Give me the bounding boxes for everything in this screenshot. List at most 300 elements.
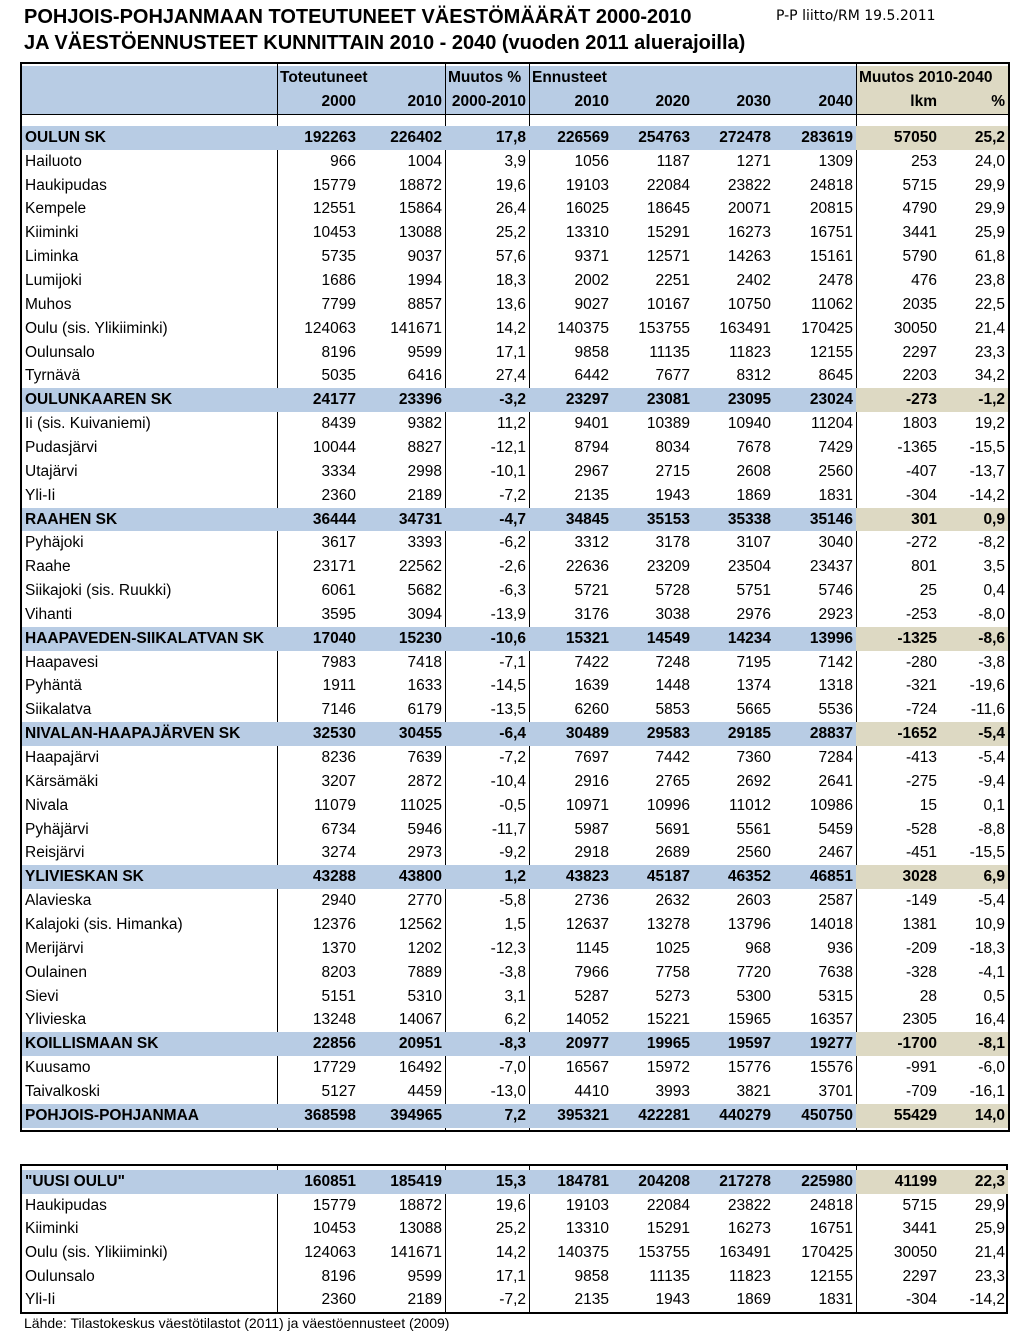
cell-value: -7,1 [499, 653, 526, 671]
cell-value: 1911 [322, 677, 356, 695]
cell-value: 140375 [557, 319, 609, 337]
cell-value: -16,1 [969, 1082, 1005, 1100]
cell-value: 8439 [321, 415, 356, 433]
cell-value: 450750 [774, 1104, 856, 1128]
cell-value: 2603 [736, 892, 771, 910]
cell-value: -321 [905, 677, 937, 695]
cell-value: 0,9 [940, 508, 1008, 532]
cell-value: 2360 [321, 1291, 356, 1309]
cell-value: 3,5 [983, 558, 1005, 576]
cell-value: 2916 [574, 772, 609, 790]
cell-value: 18872 [398, 176, 442, 194]
region-row [22, 1170, 1008, 1194]
cell-value: 1374 [736, 677, 771, 695]
row-label: Lumijoki [25, 272, 82, 290]
cell-value: 4459 [407, 1082, 442, 1100]
cell-value: -8,3 [445, 1032, 529, 1056]
cell-value: 7146 [321, 701, 356, 719]
cell-value: 16025 [565, 200, 609, 218]
cell-value: 7418 [407, 653, 442, 671]
cell-value: 3207 [321, 772, 356, 790]
cell-value: 124063 [304, 319, 356, 337]
cell-value: 11012 [729, 796, 771, 814]
cell-value: 13278 [646, 915, 690, 933]
cell-value: 2689 [655, 844, 690, 862]
table-row [22, 221, 1008, 245]
row-label: Vihanti [25, 605, 73, 623]
cell-value: 22856 [277, 1032, 359, 1056]
cell-value: 4790 [902, 200, 937, 218]
cell-value: 14,2 [495, 319, 526, 337]
cell-value: -18,3 [969, 939, 1005, 957]
group-header: Muutos 2010-2040 [856, 66, 1008, 90]
cell-value: 8794 [574, 438, 609, 456]
cell-value: 35146 [774, 508, 856, 532]
cell-value: 25,9 [974, 224, 1005, 242]
cell-value: -528 [905, 820, 937, 838]
cell-value: 7422 [574, 653, 609, 671]
cell-value: 124063 [304, 1243, 356, 1261]
cell-value: 9037 [407, 248, 442, 266]
table-row [22, 412, 1008, 436]
cell-value: 19,6 [495, 176, 526, 194]
cell-value: 15230 [359, 627, 445, 651]
cell-value: 15972 [646, 1059, 690, 1077]
cell-value: 6260 [574, 701, 609, 719]
cell-value: 3334 [321, 462, 356, 480]
row-label: Utajärvi [25, 462, 78, 480]
cell-value: 13248 [312, 1011, 356, 1029]
cell-value: 23822 [727, 176, 771, 194]
cell-value: 34731 [359, 508, 445, 532]
table-row [22, 198, 1008, 222]
cell-value: -6,0 [978, 1059, 1005, 1077]
cell-value: 2478 [818, 272, 853, 290]
cell-value: 9599 [407, 1267, 442, 1285]
cell-value: 163491 [719, 1243, 771, 1261]
table-row [22, 1008, 1008, 1032]
cell-value: 153755 [638, 319, 690, 337]
cell-value: 2305 [902, 1011, 937, 1029]
cell-value: 10986 [809, 796, 853, 814]
cell-value: 30050 [893, 1243, 937, 1261]
table-row [22, 531, 1008, 555]
cell-value: 22084 [646, 1196, 690, 1214]
region-row [22, 1104, 1008, 1128]
cell-value: 23171 [312, 558, 356, 576]
cell-value: 10167 [646, 295, 690, 313]
row-label: Kiiminki [25, 224, 79, 242]
cell-value: 23209 [646, 558, 690, 576]
cell-value: 13088 [398, 1220, 442, 1238]
cell-value: 5790 [902, 248, 937, 266]
cell-value: 3312 [574, 534, 609, 552]
cell-value: 29,9 [974, 200, 1005, 218]
cell-value: 8312 [736, 367, 771, 385]
table-row [22, 651, 1008, 675]
cell-value: 2251 [655, 272, 690, 290]
cell-value: 2203 [902, 367, 937, 385]
cell-value: 23081 [612, 388, 693, 412]
cell-value: -15,5 [969, 438, 1005, 456]
cell-value: 3441 [902, 1220, 937, 1238]
region-row [22, 126, 1008, 150]
cell-value: 2297 [902, 343, 937, 361]
cell-value: 13996 [774, 627, 856, 651]
cell-value: 7429 [818, 438, 853, 456]
cell-value: 5853 [655, 701, 690, 719]
cell-value: 5127 [321, 1082, 356, 1100]
cell-value: -8,8 [978, 820, 1005, 838]
cell-value: 46851 [774, 865, 856, 889]
cell-value: 1187 [656, 152, 690, 170]
cell-value: -5,4 [940, 722, 1008, 746]
row-label: Oulainen [25, 963, 88, 981]
cell-value: 23,3 [974, 1267, 1005, 1285]
cell-value: 22562 [398, 558, 442, 576]
cell-value: -8,2 [978, 534, 1005, 552]
cell-value: 14549 [612, 627, 693, 651]
cell-value: -6,2 [499, 534, 526, 552]
cell-value: 16492 [398, 1059, 442, 1077]
cell-value: 5035 [321, 367, 356, 385]
region-row [22, 722, 1008, 746]
cell-value: -5,8 [499, 892, 526, 910]
cell-value: 185419 [359, 1170, 445, 1194]
cell-value: 45187 [612, 865, 693, 889]
cell-value: 10,9 [974, 915, 1005, 933]
row-label: Oulunsalo [25, 1267, 95, 1285]
cell-value: -14,5 [490, 677, 526, 695]
cell-value: 35338 [693, 508, 774, 532]
cell-value: 1803 [902, 415, 937, 433]
cell-value: 16357 [809, 1011, 853, 1029]
cell-value: 6,9 [940, 865, 1008, 889]
cell-value: -149 [905, 892, 937, 910]
cell-value: 3821 [736, 1082, 771, 1100]
cell-value: 3176 [574, 605, 609, 623]
cell-value: 2923 [818, 605, 853, 623]
cell-value: 10453 [312, 224, 356, 242]
row-label: Yli-Ii [25, 486, 56, 504]
cell-value: 966 [330, 152, 356, 170]
cell-value: -12,1 [490, 438, 526, 456]
cell-value: 3107 [736, 534, 771, 552]
cell-value: 1869 [736, 486, 771, 504]
cell-value: -451 [905, 844, 937, 862]
table-row [22, 436, 1008, 460]
cell-value: 1370 [321, 939, 356, 957]
cell-value: 1309 [818, 152, 853, 170]
cell-value: 15291 [646, 224, 690, 242]
table-row [22, 985, 1008, 1009]
row-label: Haukipudas [25, 1196, 107, 1214]
cell-value: 9858 [574, 1267, 609, 1285]
cell-value: 13,6 [495, 295, 526, 313]
cell-value: 2872 [407, 772, 442, 790]
cell-value: 23822 [727, 1196, 771, 1214]
row-label: Pyhäjoki [25, 534, 84, 552]
cell-value: 395321 [529, 1104, 612, 1128]
cell-value: 2715 [655, 462, 690, 480]
cell-value: -991 [905, 1059, 937, 1077]
row-label: Hailuoto [25, 152, 82, 170]
cell-value: 9371 [574, 248, 609, 266]
cell-value: 476 [911, 272, 937, 290]
cell-value: -14,2 [969, 1291, 1005, 1309]
cell-value: 7248 [655, 653, 690, 671]
cell-value: 20977 [529, 1032, 612, 1056]
cell-value: -4,7 [445, 508, 529, 532]
cell-value: 968 [745, 939, 771, 957]
cell-value: 61,8 [974, 248, 1005, 266]
cell-value: 29583 [612, 722, 693, 746]
row-label: Ii (sis. Kuivaniemi) [25, 415, 151, 433]
column-header: % [940, 90, 1008, 114]
header-row-years [22, 90, 1008, 114]
cell-value: 17,1 [495, 1267, 526, 1285]
row-label: Pyhäjärvi [25, 820, 89, 838]
cell-value: 23095 [693, 388, 774, 412]
table-row [22, 317, 1008, 341]
row-label: Haapavesi [25, 653, 99, 671]
cell-value: -3,8 [499, 963, 526, 981]
cell-value: 226402 [359, 126, 445, 150]
cell-value: -253 [905, 605, 937, 623]
cell-value: 41199 [856, 1170, 940, 1194]
column-header: lkm [856, 90, 940, 114]
table-row [22, 1080, 1008, 1104]
cell-value: -3,8 [978, 653, 1005, 671]
cell-value: 30489 [529, 722, 612, 746]
cell-value: -0,5 [499, 796, 526, 814]
cell-value: 1271 [736, 152, 771, 170]
cell-value: 170425 [801, 1243, 853, 1261]
cell-value: 18,3 [495, 272, 526, 290]
table-row [22, 913, 1008, 937]
cell-value: 3441 [902, 224, 937, 242]
cell-value: 46352 [693, 865, 774, 889]
cell-value: 9382 [407, 415, 442, 433]
cell-value: -8,0 [978, 605, 1005, 623]
cell-value: 55429 [856, 1104, 940, 1128]
row-label: Raahe [25, 558, 71, 576]
cell-value: 3274 [321, 844, 356, 862]
cell-value: 15779 [312, 176, 356, 194]
cell-value: 301 [856, 508, 940, 532]
cell-value: 141671 [390, 319, 442, 337]
cell-value: 43823 [529, 865, 612, 889]
cell-value: 368598 [277, 1104, 359, 1128]
cell-value: 7677 [655, 367, 690, 385]
cell-value: 7697 [574, 749, 609, 767]
cell-value: 3701 [818, 1082, 853, 1100]
cell-value: 7,2 [445, 1104, 529, 1128]
row-label: Nivala [25, 796, 69, 814]
cell-value: 25,9 [974, 1220, 1005, 1238]
cell-value: 12571 [646, 248, 690, 266]
table-row [22, 1241, 1008, 1265]
table-row [22, 1217, 1008, 1241]
cell-value: -11,7 [491, 820, 526, 838]
cell-value: 17,1 [495, 343, 526, 361]
cell-value: 28837 [774, 722, 856, 746]
table-row [22, 174, 1008, 198]
cell-value: -280 [905, 653, 937, 671]
cell-value: 141671 [390, 1243, 442, 1261]
cell-value: 22084 [646, 176, 690, 194]
cell-value: 5561 [736, 820, 771, 838]
row-label: Kalajoki (sis. Himanka) [25, 915, 183, 933]
cell-value: 12155 [809, 1267, 853, 1285]
row-divider [22, 114, 1008, 115]
cell-value: 43800 [359, 865, 445, 889]
region-row [22, 388, 1008, 412]
cell-value: 19103 [565, 1196, 609, 1214]
cell-value: 25 [919, 582, 937, 600]
group-header: Ennusteet [529, 66, 856, 90]
cell-value: -275 [905, 772, 937, 790]
cell-value: 15 [919, 796, 937, 814]
row-label: Oulunsalo [25, 343, 95, 361]
cell-value: 9401 [574, 415, 609, 433]
region-row [22, 1032, 1008, 1056]
cell-value: 0,1 [983, 796, 1005, 814]
cell-value: 7638 [818, 963, 853, 981]
row-label: Yli-Ii [25, 1291, 56, 1309]
cell-value: -15,5 [969, 844, 1005, 862]
cell-value: 3993 [655, 1082, 690, 1100]
cell-value: 43288 [277, 865, 359, 889]
cell-value: 10750 [727, 295, 771, 313]
cell-value: 8827 [407, 438, 442, 456]
cell-value: -7,2 [499, 749, 526, 767]
cell-value: 0,5 [983, 987, 1005, 1005]
cell-value: -19,6 [969, 677, 1005, 695]
row-label: HAAPAVEDEN-SIIKALATVAN SK [22, 627, 277, 651]
cell-value: -1325 [856, 627, 940, 651]
cell-value: 5751 [736, 582, 771, 600]
cell-value: 9027 [574, 295, 609, 313]
cell-value: 7639 [407, 749, 442, 767]
cell-value: 936 [827, 939, 853, 957]
cell-value: -1652 [856, 722, 940, 746]
row-label: RAAHEN SK [22, 508, 277, 532]
cell-value: 5273 [655, 987, 690, 1005]
cell-value: 140375 [557, 1243, 609, 1261]
row-label: Tyrnävä [25, 367, 81, 385]
cell-value: 29,9 [974, 1196, 1005, 1214]
cell-value: 1994 [407, 272, 442, 290]
cell-value: 5536 [818, 701, 853, 719]
row-label: Oulu (sis. Ylikiiminki) [25, 1243, 168, 1261]
cell-value: 11823 [729, 343, 771, 361]
table-row [22, 937, 1008, 961]
table-row [22, 818, 1008, 842]
cell-value: 192263 [277, 126, 359, 150]
cell-value: 1831 [818, 486, 853, 504]
cell-value: 10453 [312, 1220, 356, 1238]
cell-value: 801 [911, 558, 937, 576]
cell-value: 15779 [312, 1196, 356, 1214]
row-label: Haapajärvi [25, 749, 100, 767]
cell-value: 23297 [529, 388, 612, 412]
cell-value: -273 [856, 388, 940, 412]
cell-value: 1448 [655, 677, 690, 695]
cell-value: 2770 [407, 892, 442, 910]
cell-value: 23,3 [974, 343, 1005, 361]
cell-value: 3,9 [504, 152, 526, 170]
table-row [22, 746, 1008, 770]
cell-value: 2467 [818, 844, 853, 862]
cell-value: 16273 [727, 1220, 771, 1238]
cell-value: 19965 [612, 1032, 693, 1056]
cell-value: 2002 [574, 272, 609, 290]
source-note: Lähde: Tilastokeskus väestötilastot (2011) ja väestöennusteet (2009) [24, 1315, 450, 1331]
cell-value: 13310 [565, 224, 609, 242]
cell-value: 35153 [612, 508, 693, 532]
cell-value: -11,6 [970, 701, 1005, 719]
cell-value: 3,1 [504, 987, 526, 1005]
cell-value: 5987 [574, 820, 609, 838]
cell-value: 11062 [811, 295, 853, 313]
cell-value: 184781 [529, 1170, 612, 1194]
cell-value: -413 [905, 749, 937, 767]
cell-value: 15965 [727, 1011, 771, 1029]
cell-value: 5728 [655, 582, 690, 600]
cell-value: 15776 [727, 1059, 771, 1077]
table-row [22, 579, 1008, 603]
cell-value: 28 [919, 987, 937, 1005]
cell-value: 7678 [736, 438, 771, 456]
row-label: Pudasjärvi [25, 438, 98, 456]
cell-value: 2608 [736, 462, 771, 480]
cell-value: 20071 [727, 200, 771, 218]
cell-value: 6734 [321, 820, 356, 838]
cell-value: 6061 [321, 582, 356, 600]
cell-value: 24,0 [974, 152, 1005, 170]
cell-value: 2560 [818, 462, 853, 480]
cell-value: 17729 [312, 1059, 356, 1077]
group-header [22, 66, 277, 90]
row-label: Pyhäntä [25, 677, 82, 695]
table-row [22, 460, 1008, 484]
cell-value: 3393 [407, 534, 442, 552]
cell-value: 5746 [818, 582, 853, 600]
cell-value: -304 [905, 486, 937, 504]
cell-value: 2560 [736, 844, 771, 862]
cell-value: 160851 [277, 1170, 359, 1194]
column-header: 2010 [529, 90, 612, 114]
cell-value: -13,9 [490, 605, 526, 623]
cell-value: 5459 [818, 820, 853, 838]
cell-value: 34,2 [974, 367, 1005, 385]
cell-value: 7442 [655, 749, 690, 767]
cell-value: 7889 [407, 963, 442, 981]
cell-value: 57050 [856, 126, 940, 150]
cell-value: 2297 [902, 1267, 937, 1285]
cell-value: 283619 [774, 126, 856, 150]
cell-value: 14018 [809, 915, 853, 933]
table-row [22, 341, 1008, 365]
cell-value: 19597 [693, 1032, 774, 1056]
cell-value: 8236 [321, 749, 356, 767]
cell-value: 14052 [565, 1011, 609, 1029]
cell-value: 1056 [574, 152, 609, 170]
cell-value: 5946 [407, 820, 442, 838]
cell-value: 3094 [407, 605, 442, 623]
cell-value: 11079 [314, 796, 356, 814]
